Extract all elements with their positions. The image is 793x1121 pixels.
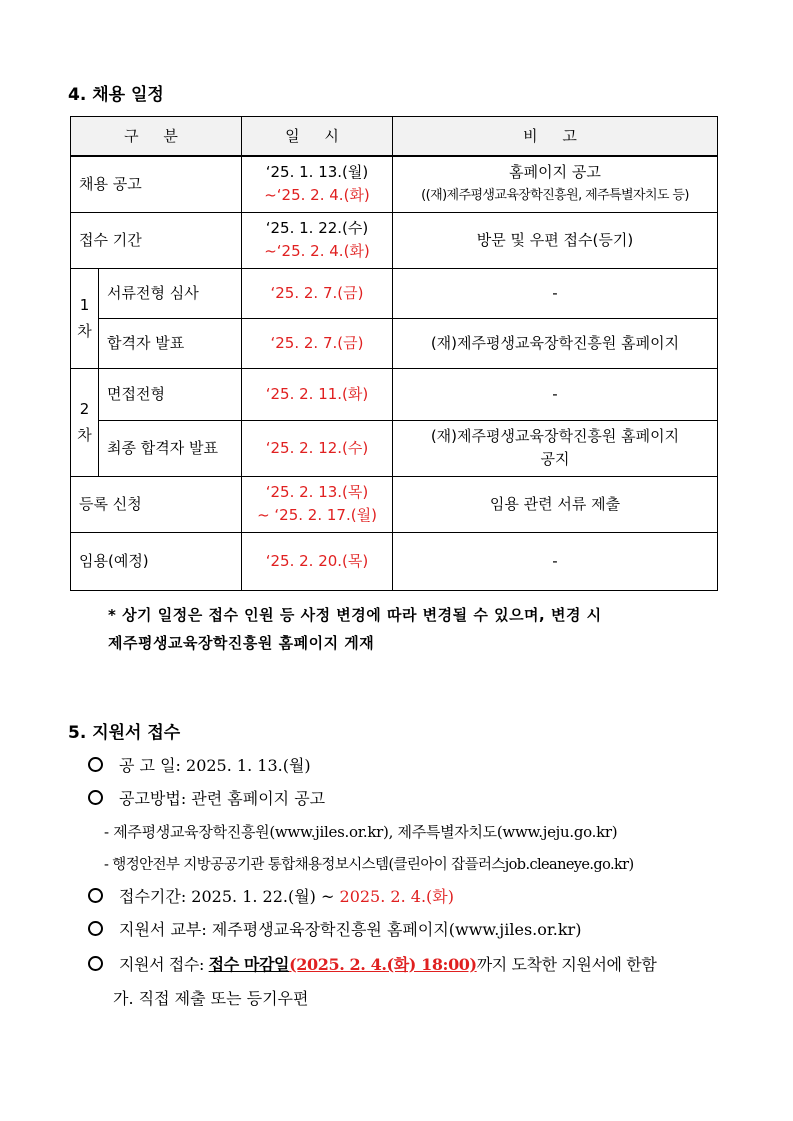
table-row xyxy=(71,476,718,532)
row-date: ‘25. 2. 7.(금) xyxy=(242,318,393,368)
circle-bullet-icon xyxy=(88,790,103,805)
table-row xyxy=(71,268,718,318)
table-row xyxy=(71,368,718,420)
row-label: 접수 기간 xyxy=(71,212,242,268)
circle-bullet-icon xyxy=(88,956,103,971)
row-note: - xyxy=(393,368,718,420)
deadline-label: 접수 마감일 xyxy=(208,955,290,974)
row-date: ‘25. 2. 12.(수) xyxy=(242,420,393,476)
row-label: 임용(예정) xyxy=(71,532,242,590)
table-row xyxy=(71,212,718,268)
table-row xyxy=(71,156,718,212)
list-item-continuation: 가. 직접 제출 또는 등기우편 xyxy=(113,989,309,1008)
row-date: ‘25. 1. 13.(월) ~‘25. 2. 4.(화) xyxy=(242,156,393,212)
list-item: 지원서 교부: 제주평생교육장학진흥원 홈페이지(www.jiles.or.kr) xyxy=(88,919,581,941)
section4-title: 4. 채용 일정 xyxy=(68,85,164,105)
schedule-note-line2: 제주평생교육장학진흥원 홈페이지 게재 xyxy=(108,634,375,652)
section5-title: 5. 지원서 접수 xyxy=(68,723,181,743)
circle-bullet-icon xyxy=(88,757,103,772)
sub-item: - 행정안전부 지방공공기관 통합채용정보시스템(클린아이 잡플러스job.cleaneye.go.kr) xyxy=(104,857,634,873)
row-date: ‘25. 2. 13.(목) ~ ‘25. 2. 17.(월) xyxy=(242,476,393,532)
header-remarks: 비 고 xyxy=(393,117,718,157)
row-label: 등록 신청 xyxy=(71,476,242,532)
row-date: ‘25. 2. 11.(화) xyxy=(242,368,393,420)
schedule-note-line1: * 상기 일정은 접수 인원 등 사정 변경에 따라 변경될 수 있으며, 변경 시 xyxy=(108,606,602,624)
row-label: 서류전형 심사 xyxy=(99,268,242,318)
table-row xyxy=(71,318,718,368)
stage-2-label: 2 차 xyxy=(71,368,99,476)
circle-bullet-icon xyxy=(88,921,103,936)
header-category: 구 분 xyxy=(71,117,242,157)
row-date: ‘25. 2. 20.(목) xyxy=(242,532,393,590)
row-label: 면접전형 xyxy=(99,368,242,420)
schedule-table xyxy=(70,116,718,591)
deadline-datetime: (2025. 2. 4.(화) 18:00) xyxy=(289,955,477,974)
list-item: 접수기간: 2025. 1. 22.(월) ~ 2025. 2. 4.(화) xyxy=(88,886,454,908)
row-note: - xyxy=(393,532,718,590)
sub-item: - 제주평생교육장학진흥원(www.jiles.or.kr), 제주특별자치도(www.jeju.go.kr) xyxy=(104,823,618,841)
row-date: ‘25. 1. 22.(수) ~‘25. 2. 4.(화) xyxy=(242,212,393,268)
circle-bullet-icon xyxy=(88,888,103,903)
row-note: (재)제주평생교육장학진흥원 홈페이지 xyxy=(393,318,718,368)
row-note: 임용 관련 서류 제출 xyxy=(393,476,718,532)
row-date: ‘25. 2. 7.(금) xyxy=(242,268,393,318)
stage-1-label: 1 차 xyxy=(71,268,99,368)
list-item: 지원서 접수: 접수 마감일(2025. 2. 4.(화) 18:00)까지 도착한 지원서에 한함 xyxy=(88,954,656,976)
row-note: 홈페이지 공고 ((재)제주평생교육장학진흥원, 제주특별자치도 등) xyxy=(393,156,718,212)
table-row xyxy=(71,532,718,590)
row-note: (재)제주평생교육장학진흥원 홈페이지 공지 xyxy=(393,420,718,476)
row-label: 채용 공고 xyxy=(71,156,242,212)
row-note: 방문 및 우편 접수(등기) xyxy=(393,212,718,268)
list-item: 공 고 일: 2025. 1. 13.(월) xyxy=(88,755,311,777)
row-label: 최종 합격자 발표 xyxy=(99,420,242,476)
header-date: 일 시 xyxy=(242,117,393,157)
table-row xyxy=(71,420,718,476)
table-header-row xyxy=(71,117,718,157)
row-note: - xyxy=(393,268,718,318)
list-item: 공고방법: 관련 홈페이지 공고 xyxy=(88,788,325,810)
deadline-date: 2025. 2. 4.(화) xyxy=(339,887,454,906)
row-label: 합격자 발표 xyxy=(99,318,242,368)
